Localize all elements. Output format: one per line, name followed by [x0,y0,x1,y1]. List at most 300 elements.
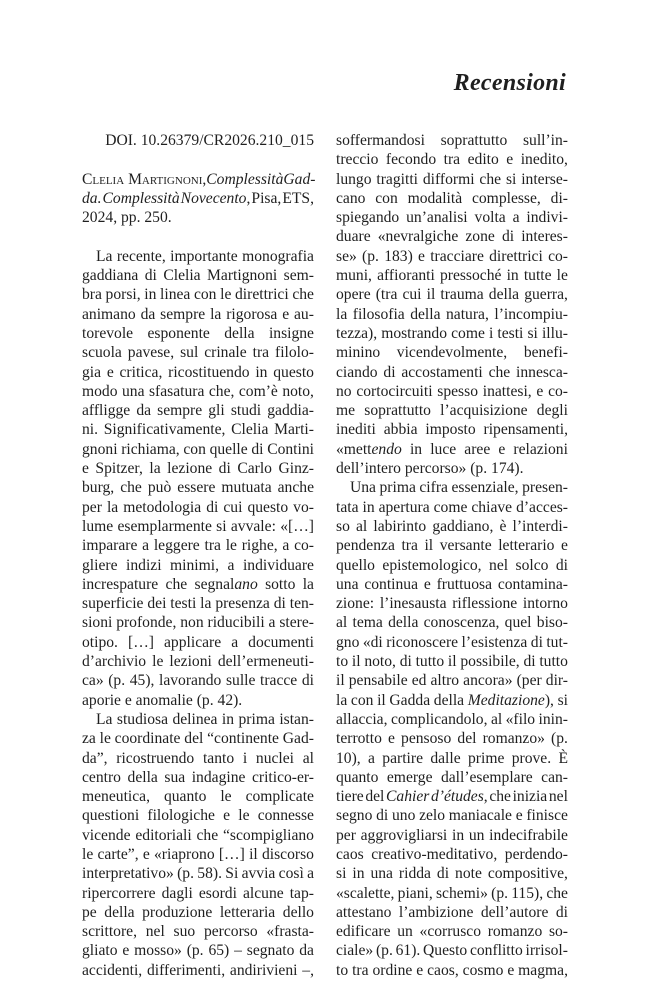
word: soprattutto [440,132,508,149]
text-line [336,324,568,343]
word: di [555,903,568,921]
word: righe, [241,537,278,555]
left-column [82,131,314,980]
word: ed [411,672,427,690]
word: È [558,749,568,767]
word: Si [225,865,239,883]
text-line [336,903,568,922]
word: (p. [362,247,379,265]
word: 45), [129,672,155,690]
text-line [336,729,568,748]
word: della [104,903,135,921]
word: i [242,749,248,767]
word: coordinate [114,730,181,748]
word: prime [468,749,505,767]
word: inizia [512,788,548,806]
word: e [561,537,568,555]
word: zelo [419,807,446,825]
word: indecifrabile [489,826,568,844]
word: innesca- [516,363,568,381]
word: linea [160,286,191,304]
text-line [82,150,314,169]
word: quanto [163,788,207,806]
word: nel [145,923,165,941]
word: tata [336,498,359,516]
word: discorso [261,845,314,863]
text-line [336,710,568,729]
word: mostrando [381,324,448,342]
word: esordi [198,884,237,902]
word: e [106,363,114,381]
word: complesse, [471,189,541,207]
word: come [451,324,485,342]
text-line [82,478,314,497]
word: direttrici [235,286,289,304]
text-line [82,806,314,825]
word: di [251,440,264,458]
word: riconoscere [386,633,459,651]
word: Una [350,479,376,497]
word: a [268,614,276,632]
word: alcune [242,884,284,902]
word: il [424,537,434,555]
word: filosofia [352,305,405,323]
word: questo [247,498,289,516]
word: della [388,614,419,632]
word: complicate [245,788,314,806]
text-line [82,517,314,536]
word: scrittore, [82,923,137,941]
word: avvia [241,865,276,883]
word: il [351,653,361,671]
text-line [82,575,314,594]
word: di [399,653,412,671]
word: gliato [82,942,118,960]
word: a [307,865,314,883]
word: centro [82,768,121,786]
word: Complessità [102,189,180,207]
word: luce [430,440,457,458]
word: Clelia Martignoni, [82,170,207,188]
word: con [193,286,217,304]
word: «mettendo [336,440,402,458]
word: che, [208,382,235,400]
text-line [82,131,314,150]
text-line [336,227,568,246]
word: 61). [395,942,421,960]
text-line [336,671,568,690]
word: e [507,961,515,979]
word: no [336,382,352,400]
word: 65) [208,942,230,960]
text-line [336,285,568,304]
word: (p. [177,865,194,883]
word: Gad- [283,170,316,188]
word: solco [515,556,549,574]
word: individuare [242,556,314,574]
word: lezione [167,460,213,478]
text-line [82,285,314,304]
word: che [292,286,314,304]
word: «nevralgiche [377,228,459,246]
word: relazioni [513,440,568,458]
word: (p. [186,942,204,960]
text-line [336,826,568,845]
word: romanzo [487,923,543,941]
word: so [336,517,350,535]
word: lavorando [159,672,222,690]
word: gnoni [82,440,118,458]
word: animano [82,305,136,323]
word: per [82,498,102,516]
word: piani, [397,884,433,902]
word: (p. [375,942,393,960]
word: e [536,382,544,400]
word: ricostruendo [116,749,195,767]
word: gli [208,402,225,420]
word: si [557,691,568,709]
word: sem- [283,267,314,285]
word: da”, [82,749,108,767]
word: difformi [422,170,475,188]
word: romanzo» [482,730,545,748]
text-line [82,247,314,266]
word: so- [548,923,568,941]
word: inedito, [520,151,568,169]
word: quel [504,614,532,632]
word: la [336,305,348,323]
word: caos [336,845,364,863]
word: questo [273,363,314,381]
word: della [410,305,441,323]
word: essere [177,479,216,497]
word: modo [82,382,118,400]
text-line [82,208,314,227]
text-line [336,652,568,671]
word: «[…] [280,517,314,535]
word: «corrusco [419,923,481,941]
text-line [82,401,314,420]
word: quello [336,556,375,574]
word: l’acquisizione [440,402,528,420]
word: studiosa [116,710,169,728]
word: ciando [336,363,378,381]
word: dell’autore [480,903,549,921]
text-line [336,633,568,652]
word: da [299,942,314,960]
word: ordine [372,961,413,979]
word: della [127,768,158,786]
word: edificare [336,923,391,941]
word: versante [439,537,492,555]
word: Significativamente, [103,421,226,439]
word: 58). [197,865,222,883]
word: «filo [505,710,536,728]
word: La [96,710,113,728]
word: interse- [521,170,568,188]
text-line [336,594,568,613]
word: epistemologico, [382,556,482,574]
word: sul [180,344,199,362]
word: in [362,498,375,516]
word: un [397,923,413,941]
word: irrisol- [525,942,568,960]
word: le [82,845,94,863]
word: tezza), [336,324,378,342]
word: trauma [440,286,484,304]
word: pensoso [401,730,452,748]
text-line [336,806,568,825]
word: partire [382,749,423,767]
word: della [224,324,255,342]
word: sulle [225,672,256,690]
word: aggrovigliarsi [360,826,448,844]
word: mosso» [134,942,182,960]
word: le [225,537,237,555]
word: Pisa, [251,189,282,207]
word: La [96,247,113,265]
word: Ginz- [278,460,314,478]
word: inediti [336,421,376,439]
word: una [370,865,393,883]
word: abbia [383,421,418,439]
text-line [336,150,568,169]
word: vo- [293,498,314,516]
word: «riaprono [154,845,215,863]
word: (p. [491,884,509,902]
word: il [336,672,345,690]
word: applicare [164,633,222,651]
word: gia [82,363,102,381]
word: che [546,884,568,902]
word: Gadda [389,691,431,709]
word: Marti- [274,421,314,439]
text-line [336,189,568,208]
text-line [336,556,568,575]
word: prove. [511,749,552,767]
word: e [282,305,290,323]
word: che [196,826,219,844]
word: e [498,440,506,458]
word: spiegando [336,209,400,227]
word: conoscenza, [423,614,500,632]
word: ripercorrere [82,884,156,902]
text-line [82,556,314,575]
word: edito [467,151,499,169]
word: le [238,807,250,825]
word: al [302,749,314,767]
word: di [501,228,515,246]
text-line [336,498,568,517]
word: i [488,324,494,342]
word: in [409,440,423,458]
word: per [336,826,356,844]
word: natura, [446,305,489,323]
word: contamina- [497,575,568,593]
word: Contini [267,440,314,458]
word: interes- [521,228,568,246]
word: uno [391,807,416,825]
word: e [122,942,130,960]
text-line [336,787,568,806]
word: l’esistenza [461,633,528,651]
word: tra [401,537,418,555]
word: benefi- [523,344,568,362]
word: si [527,324,538,342]
word: Carlo [237,460,272,478]
word: mutuata [221,479,272,497]
word: documenti [248,633,314,651]
word: tra [352,961,369,979]
word: noto, [282,382,314,400]
word: soffermandosi [336,132,425,149]
word: testi [170,595,197,613]
word: connesse [257,807,314,825]
word: «frasta- [266,923,314,941]
word: Cahier [386,788,430,806]
word: cifra [419,479,448,497]
text-line [336,459,568,478]
text-line [82,826,314,845]
word: richiama, [121,440,180,458]
word: la [210,305,222,323]
word: carte”, [97,845,139,863]
word: profonde, [116,614,177,632]
word: una [336,575,359,593]
word: prima [238,710,275,728]
word: di [206,498,219,516]
word: complicandolo, [390,710,488,728]
word: a [282,537,290,555]
word: segnalano [194,575,258,593]
text-line [336,363,568,382]
word: dall’esemplare [440,768,533,786]
word: filolo- [275,344,314,362]
word: noto, [364,653,396,671]
word: filologiche [147,807,215,825]
word: torevole [82,324,134,342]
text-line [336,864,568,883]
word: imparare [82,537,138,555]
word: gaddiana [82,267,139,285]
word: ancora» [463,672,513,690]
word: sfasatura [148,382,205,400]
word: za [82,730,96,748]
word: compositive, [487,865,568,883]
text-line [336,691,568,710]
word: la [200,595,212,613]
word: tutto [539,653,568,671]
text-line [336,305,568,324]
text-line [336,845,568,864]
word: e [515,807,523,825]
text-line [82,749,314,768]
word: can- [541,768,568,786]
word: schemi» [435,884,488,902]
text-line [82,498,314,517]
word: «di [362,633,383,651]
text-line [336,420,568,439]
word: e [423,575,431,593]
word: Gad- [282,730,314,748]
word: editoriali [135,826,192,844]
word: degli [536,402,568,420]
word: fruttuosa [436,575,493,593]
word: il [249,845,258,863]
word: riflessione [452,595,518,613]
word: (p. [108,672,126,690]
word: dagli [161,884,193,902]
word: la [336,691,348,709]
text-line [336,247,568,266]
word: se» [336,247,357,265]
word: prima [379,479,416,497]
text-line [336,382,568,401]
word: […] [218,845,245,863]
word: e [418,247,425,265]
word: aree [464,440,491,458]
text-line [336,575,568,594]
word: burg, [82,479,115,497]
word: lezioni [169,653,212,671]
word: il [426,286,436,304]
word: questioni [82,807,140,825]
word: vicendevolmente, [396,344,508,362]
word: le [556,267,568,285]
word: in [144,286,157,304]
text-line [82,903,314,922]
text-line [82,227,314,246]
word: la [302,575,314,593]
text-line [82,594,314,613]
word: un’analisi [406,209,468,227]
word: gaddiano, [432,517,494,535]
word: letterario [498,537,555,555]
word: e [388,730,395,748]
word: insigne [268,324,314,342]
word: Novecento, [180,189,251,207]
text-line [82,729,314,748]
word: a [227,556,235,574]
word: magma, [518,961,568,979]
word: un [468,826,485,844]
word: che [479,170,502,188]
word: esponente [147,324,210,342]
word: l’inesausta [379,595,447,613]
text-line [336,170,568,189]
text-line [82,170,314,189]
word: riducibili [207,614,265,632]
word: minimi, [170,556,219,574]
word: anche [277,479,314,497]
word: si [216,517,227,535]
text-line [82,671,314,690]
word: porsi, [105,286,141,304]
word: “scompigliano [223,826,314,844]
word: superficie [82,595,144,613]
text-line [82,613,314,632]
word: maniacale [448,807,512,825]
word: perdendo- [504,845,568,863]
word: critica, [119,363,163,381]
word: note [455,865,482,883]
word: e [223,807,231,825]
word: tra [204,537,221,555]
word: si [505,170,517,188]
word: le [220,286,232,304]
word: stere- [279,614,314,632]
word: studi [230,402,262,420]
